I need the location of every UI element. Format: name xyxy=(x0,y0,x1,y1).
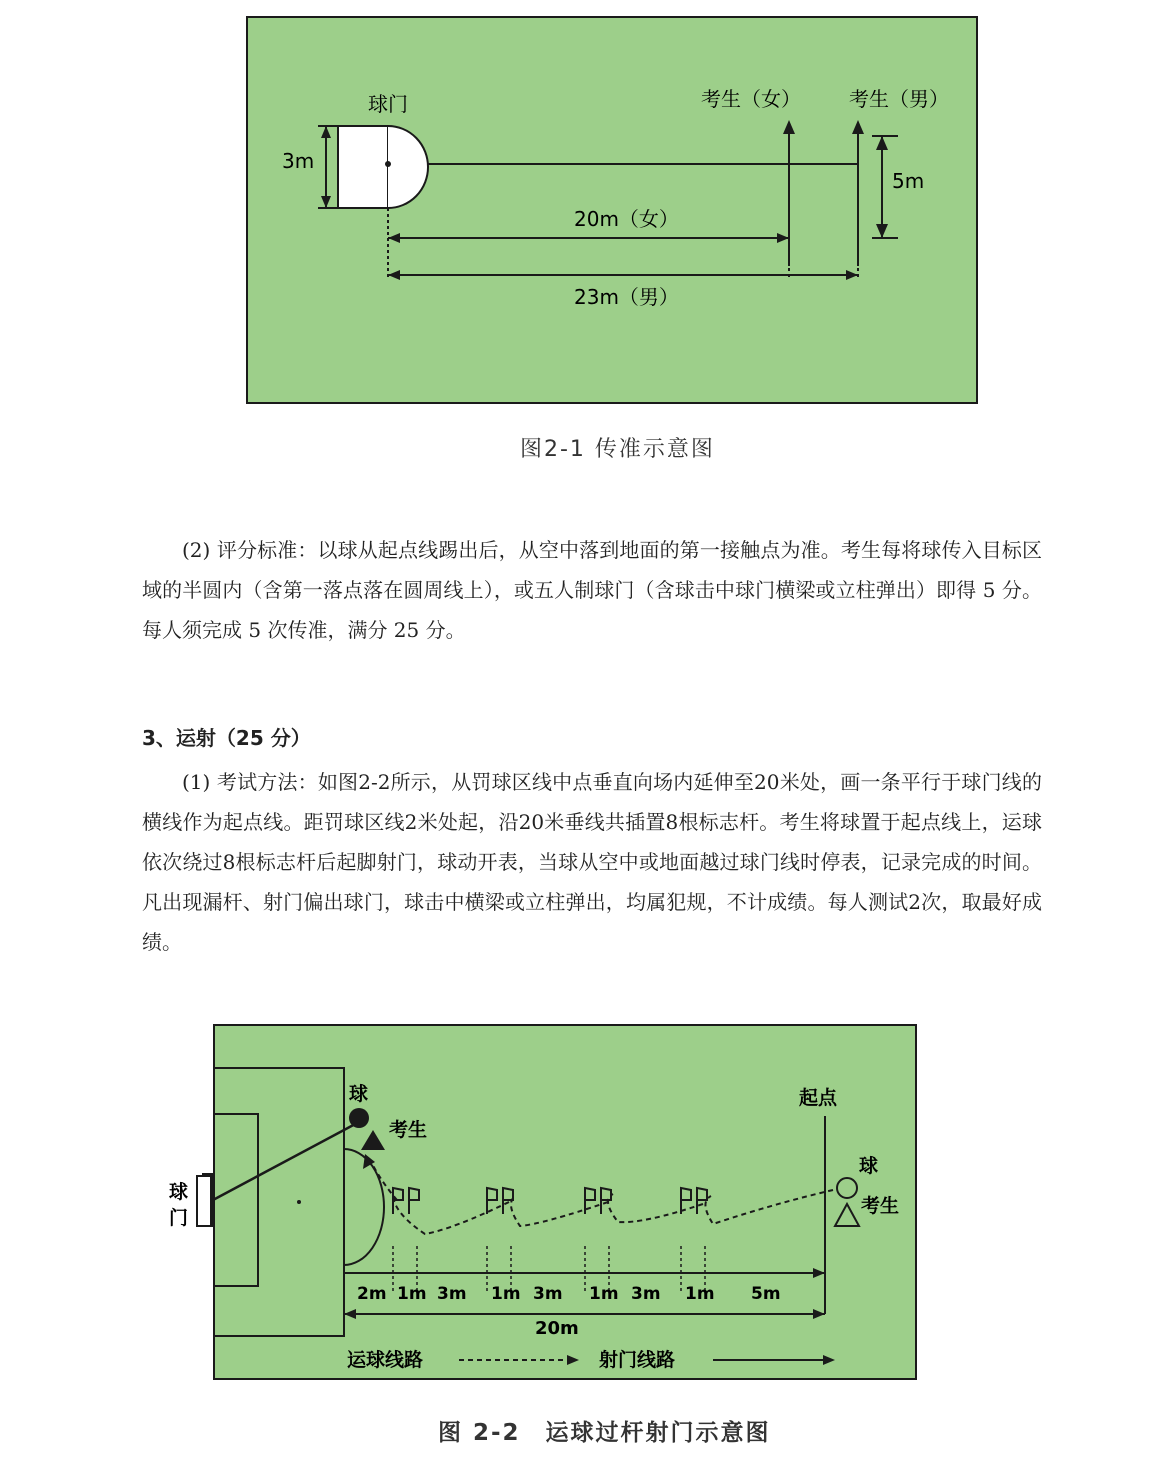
figure-2-2 xyxy=(169,1024,919,1386)
female-label: 考生（女） xyxy=(701,87,801,111)
method-paragraph xyxy=(142,762,1042,962)
start-player-label: 考生 xyxy=(861,1195,900,1217)
shoot-legend-label: 射门线路 xyxy=(599,1349,676,1371)
male-label: 考生（男） xyxy=(849,87,949,111)
start-width-label: 5m xyxy=(892,169,925,193)
ball-label: 球 xyxy=(349,1083,369,1105)
seg-label: 3m xyxy=(437,1284,467,1304)
figure-2-2-caption: 图 2-2 运球过杆射门示意图 xyxy=(438,1420,771,1446)
passing-diagram xyxy=(246,16,980,406)
dribble-legend-label: 运球线路 xyxy=(347,1349,424,1371)
seg-label: 3m xyxy=(631,1284,661,1304)
dribble-shoot-diagram xyxy=(169,1024,919,1382)
goal-box xyxy=(338,126,388,208)
start-label: 起点 xyxy=(799,1087,838,1109)
seg-label: 1m xyxy=(685,1284,715,1304)
female-distance-label: 20m（女） xyxy=(574,207,679,231)
seg-label: 2m xyxy=(357,1284,387,1304)
goal xyxy=(197,1176,211,1226)
total-label: 20m xyxy=(535,1318,579,1339)
player-label: 考生 xyxy=(389,1119,428,1141)
seg-label: 1m xyxy=(491,1284,521,1304)
start-ball-label: 球 xyxy=(859,1155,879,1177)
goal-label-2: 门 xyxy=(169,1207,189,1229)
seg-label: 1m xyxy=(397,1284,427,1304)
goal-label: 球门 xyxy=(368,92,408,116)
penalty-spot xyxy=(297,1200,301,1204)
method-text: (1) 考试方法：如图2-2所示，从罚球区线中点垂直向场内延伸至20米处，画一条平行于球门线的横线作为起点线。距罚球区线2米处起，沿20米垂线共插置8根标志杆。考生将球置于起点线上，运球依次绕过8根标志杆后起脚射门，球动开表，当球从空中或地面越过球门线时停表，记录完成的时间。凡出现漏杆、射门偏出球门，球击中横梁或立柱弹出，均属犯规，不计成绩。每人测试2次，取最好成绩。 xyxy=(142,770,1042,954)
width-label: 3m xyxy=(282,149,315,173)
seg-label: 3m xyxy=(533,1284,563,1304)
seg-label: 5m xyxy=(751,1284,781,1304)
figure-2-1-caption: 图2-1 传准示意图 xyxy=(520,437,715,462)
male-distance-label: 23m（男） xyxy=(574,285,679,309)
scoring-text: (2) 评分标准：以球从起点线踢出后，从空中落到地面的第一接触点为准。考生每将球传入目标区域的半圆内（含第一落点落在圆周线上），或五人制球门（含球击中球门横梁或立柱弹出）即得 5 分。每人须完成 5 次传准，满分 25 分。 xyxy=(142,538,1042,642)
center-dot xyxy=(385,161,391,167)
scoring-paragraph xyxy=(142,530,1042,650)
seg-label: 1m xyxy=(589,1284,619,1304)
section-3-heading: 3、运射（25 分） xyxy=(142,726,311,750)
ball-icon xyxy=(349,1108,369,1128)
goal-label-1: 球 xyxy=(169,1181,189,1203)
figure-2-1 xyxy=(246,16,980,410)
